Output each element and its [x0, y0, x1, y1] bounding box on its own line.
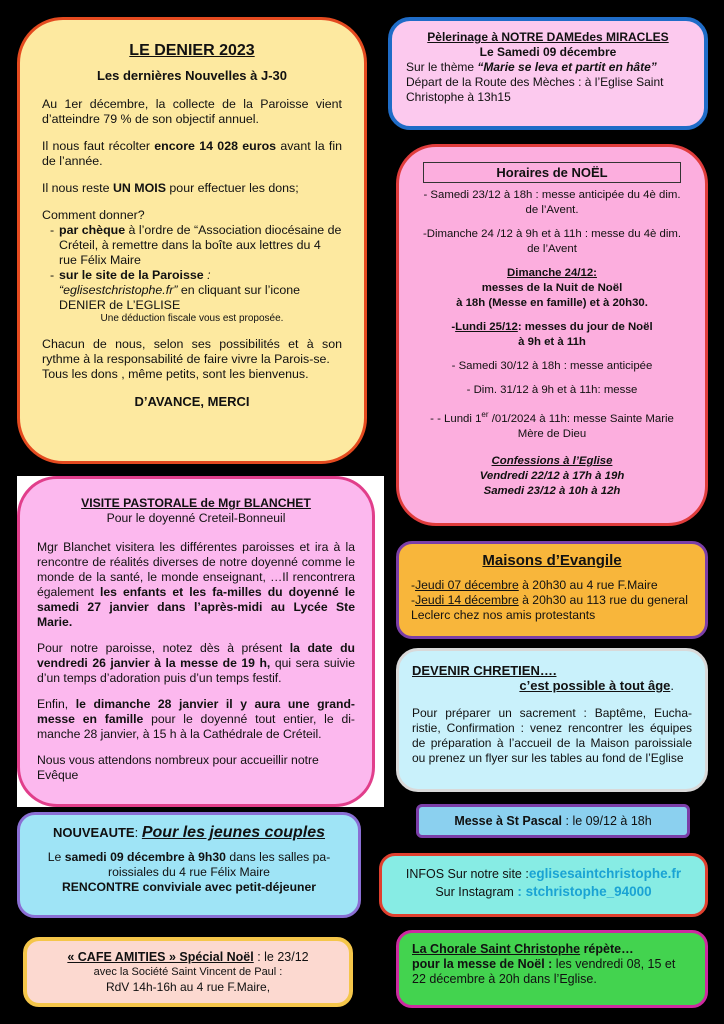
infos-panel [379, 853, 708, 917]
chorale-title: La Chorale Saint Christophe répète… [412, 942, 634, 956]
list-item: - sur le site de la Paroisse : “eglisestchristophe.fr” en cliquant sur l’icone DENIER de L’EGLISE [50, 268, 342, 313]
cafe-panel [23, 937, 353, 1007]
maisons-title: Maisons d’Evangile [482, 552, 622, 569]
denier-title: LE DENIER 2023 [129, 42, 255, 59]
visite-paragraph: Pour notre paroisse, notez dès à présent la date du vendredi 26 janvier à la messe de 19 h, qui sera suivie d’un temps d’adoration puis d’un temps festif. [37, 641, 355, 685]
horaires-line: - Samedi 30/12 à 18h : messe anticipée [451, 360, 653, 372]
cafe-line: avec la Société Saint Vincent de Paul : [93, 966, 283, 978]
denier-closing: D’AVANCE, MERCI [134, 394, 250, 409]
chretien-title: DEVENIR CHRETIEN…. [412, 663, 557, 678]
nouveaute-panel [17, 812, 361, 918]
visite-title: VISITE PASTORALE de Mgr BLANCHET [81, 496, 311, 510]
denier-paragraph: Tous les dons , même petits, sont les bienvenus. [42, 367, 309, 381]
horaires-title: Horaires de NOËL [423, 162, 681, 183]
denier-subtitle: Les dernières Nouvelles à J-30 [96, 68, 288, 83]
infos-instagram: Sur Instagram : stchristophe_94000 [435, 884, 652, 899]
horaires-line: -Dimanche 24 /12 à 9h et à 11h : messe du 4è dim. de l’Avent [422, 228, 682, 255]
horaires-line: -Lundi 25/12: messes du jour de Noël à 9h et à 11h [451, 321, 653, 348]
confessions-line: Samedi 23/12 à 10h à 12h [483, 484, 621, 497]
list-item: - par chèque à l’ordre de “Association diocésaine de Créteil, à remettre dans la boîte aux lettres du 4 rue Félix Maire [50, 223, 342, 268]
pascal-label: Messe à St Pascal : le 09/12 à 18h [454, 814, 652, 828]
visite-paragraph: Mgr Blanchet visitera les différentes paroisses et ira à la rencontre de réalités diverses de notre doyenné comme le monde de la santé, le monde enseignant, …Il rencontrera également les enfants et les fa-milles du doyenné le samedi 27 janvier dans l’après-midi au Lycée Ste Marie. [37, 540, 355, 629]
nouveaute-line: Le samedi 09 décembre à 9h30 dans les salles pa-roissiales du 4 rue Félix Maire [47, 850, 331, 879]
infos-site: INFOS Sur notre site :eglisesaintchristophe.fr [405, 866, 682, 881]
confessions-title: Confessions à l’Eglise [491, 454, 613, 467]
pelerinage-date: Le Samedi 09 décembre [479, 45, 617, 59]
denier-paragraph: Il nous faut récolter encore 14 028 euros avant la fin de l’année. [42, 139, 342, 168]
site-link[interactable]: eglisesaintchristophe.fr [528, 866, 682, 881]
chretien-body: Pour préparer un sacrement : Baptême, Eucha-ristie, Confirmation : venez rencontrer les équipes de préparation à l’accueil de la Maison paroissiale ou prenez un flyer sur les tables au fond de l’Eglise [412, 706, 692, 765]
visite-subtitle: Pour le doyenné Creteil-Bonneuil [106, 511, 286, 525]
denier-fiscal-note: Une déduction fiscale vous est proposée. [100, 313, 284, 324]
horaires-line: - Samedi 23/12 à 18h : messe anticipée du 4è dim. de l’Avent. [423, 189, 681, 216]
visite-panel [17, 476, 375, 807]
chretien-panel [396, 648, 708, 792]
denier-methods-list [42, 223, 342, 313]
cafe-title: « CAFE AMITIES » Spécial Noël : le 23/12 [67, 950, 309, 964]
maisons-line: -Jeudi 14 décembre à 20h30 au 113 rue du general Leclerc chez nos amis protestants [411, 593, 688, 622]
instagram-link[interactable]: : stchristophe_94000 [517, 884, 652, 899]
pelerinage-panel [388, 17, 708, 130]
cafe-line: RdV 14h-16h au 4 rue F.Maire, [105, 980, 271, 994]
pascal-panel [416, 804, 690, 838]
horaires-line: - - Lundi 1er /01/2024 à 11h: messe Sainte Marie Mère de Dieu [430, 410, 674, 440]
horaires-line: Dimanche 24/12: messes de la Nuit de Noël à 18h (Messe en famille) et à 20h30. [456, 267, 648, 309]
chretien-subtitle: c’est possible à tout âge. [519, 678, 674, 693]
pelerinage-title: Pèlerinage à NOTRE DAMEdes MIRACLES [427, 30, 669, 44]
denier-how-label: Comment donner? [42, 208, 145, 222]
horaires-line: - Dim. 31/12 à 9h et à 11h: messe [466, 384, 638, 396]
pelerinage-theme: Sur le thème “Marie se leva et partit en hâte” [406, 60, 657, 74]
nouveaute-title: NOUVEAUTE: Pour les jeunes couples [52, 824, 326, 841]
visite-paragraph: Nous vous attendons nombreux pour accueillir notre Evêque [37, 753, 319, 782]
denier-panel [17, 17, 367, 464]
denier-paragraph: Au 1er décembre, la collecte de la Paroisse vient d’atteindre 79 % de son objectif annuel. [42, 97, 342, 126]
denier-paragraph: Il nous reste UN MOIS pour effectuer les dons; [42, 181, 299, 195]
maisons-line: -Jeudi 07 décembre à 20h30 au 4 rue F.Maire [411, 578, 658, 592]
visite-paragraph: Enfin, le dimanche 28 janvier il y aura une grand-messe en famille pour le doyenné tout entier, le di-manche 28 janvier, à 15 h à la Cathédrale de Créteil. [37, 697, 355, 741]
nouveaute-line: RENCONTRE conviviale avec petit-déjeuner [62, 880, 316, 894]
chorale-line: pour la messe de Noël : les vendredi 08, 15 et 22 décembre à 20h dans l’Eglise. [412, 957, 676, 986]
pelerinage-depart: Départ de la Route des Mèches : à l’Eglise Saint Christophe à 13h15 [406, 75, 664, 104]
chorale-panel [396, 930, 708, 1008]
horaires-panel [396, 144, 708, 526]
denier-paragraph: Chacun de nous, selon ses possibilités et à son rythme à la responsabilité de faire vivre la Parois-se. [42, 337, 342, 366]
confessions-line: Vendredi 22/12 à 17h à 19h [479, 469, 625, 482]
maisons-panel [396, 541, 708, 639]
